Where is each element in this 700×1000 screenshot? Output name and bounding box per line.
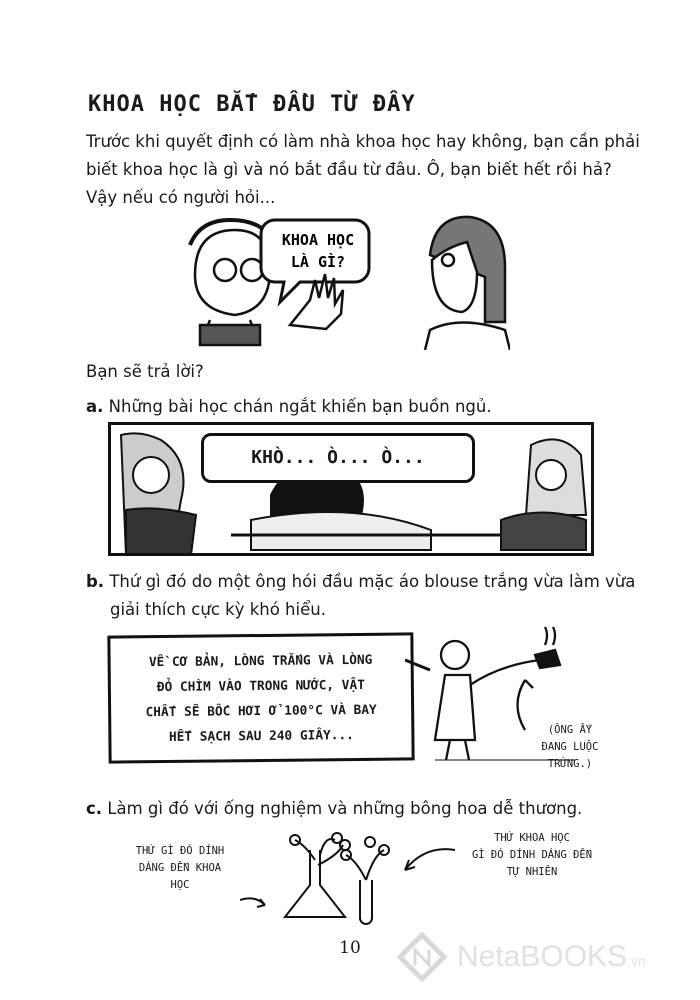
watermark-brand: NetaBOOKS: [457, 940, 628, 973]
intro-paragraph: [86, 128, 646, 212]
note-right: [462, 830, 602, 881]
watermark-suffix: .vn: [627, 953, 646, 969]
scientist-speech-panel: [107, 632, 414, 763]
note-right-line: THỨ KHOA HỌC: [494, 832, 570, 844]
option-c: [86, 795, 646, 823]
watermark: [395, 930, 695, 990]
bubble1-line2: LÀ GÌ?: [290, 253, 346, 271]
scientist-speech-text: [110, 635, 411, 762]
note-right-line: GÌ ĐÓ DÍNH DÁNG ĐẾN: [471, 849, 593, 861]
option-b-letter: b.: [86, 572, 105, 591]
note-left-line: HỌC: [170, 879, 190, 891]
intro-line: Trước khi quyết định có làm nhà khoa học hay không, bạn cần phải: [86, 132, 640, 151]
section-heading: KHOA HỌC BẮT ĐẦU TỪ ĐÂY: [88, 92, 416, 117]
egg-note-line: ĐANG LUỘC: [541, 741, 599, 753]
arrow-left: [240, 898, 265, 907]
speech-line: HẾT SẠCH SAU 240 GIÂY...: [168, 728, 354, 745]
speech-line: VỀ CƠ BẢN, LÒNG TRẮNG VÀ LÒNG: [148, 652, 373, 671]
snore-bubble: KHÒ... Ò... Ò...: [201, 433, 475, 483]
watermark-text: [457, 940, 646, 974]
note-right-line: TỰ NHIÊN: [506, 866, 558, 878]
speech-line: CHẤT SẼ BỐC HƠI Ở 100°C VÀ BAY: [145, 702, 377, 721]
option-a-letter: a.: [86, 397, 104, 416]
option-a: [86, 393, 646, 421]
egg-note: [530, 722, 610, 773]
intro-line: Vậy nếu có người hỏi...: [86, 188, 276, 207]
bubble1-line1: KHOA HỌC: [281, 231, 355, 249]
answer-prompt: Bạn sẽ trả lời?: [86, 362, 204, 381]
watermark-logo-icon: [395, 932, 450, 987]
sleepy-class-panel: [108, 422, 594, 556]
egg-note-line: TRỨNG.): [547, 758, 593, 770]
woman-figure: [425, 217, 510, 350]
egg-note-line: (ÔNG ẤY: [547, 724, 593, 736]
option-b-line2: giải thích cực kỳ khó hiểu.: [110, 600, 326, 619]
option-a-text: Những bài học chán ngắt khiến bạn buồn ngủ.: [108, 397, 492, 416]
question-illustration: [170, 205, 510, 350]
note-left: [120, 843, 240, 894]
flask-flower-illustration: [240, 830, 470, 925]
intro-line: biết khoa học là gì và nó bắt đầu từ đâu. Ô, bạn biết hết rồi hả?: [86, 160, 612, 179]
note-left-line: DÁNG ĐẾN KHOA: [138, 862, 222, 874]
option-c-letter: c.: [86, 799, 103, 818]
page-number: 10: [339, 938, 361, 958]
option-b-line1: Thứ gì đó do một ông hói đầu mặc áo blouse trắng vừa làm vừa: [109, 572, 636, 591]
speech-line: ĐỎ CHÌM VÀO TRONG NƯỚC, VẬT: [156, 677, 365, 696]
option-c-text: Làm gì đó với ống nghiệm và những bông hoa dễ thương.: [107, 799, 583, 818]
note-left-line: THỨ GÌ ĐÓ DÍNH: [135, 845, 225, 857]
option-b: [86, 568, 646, 624]
